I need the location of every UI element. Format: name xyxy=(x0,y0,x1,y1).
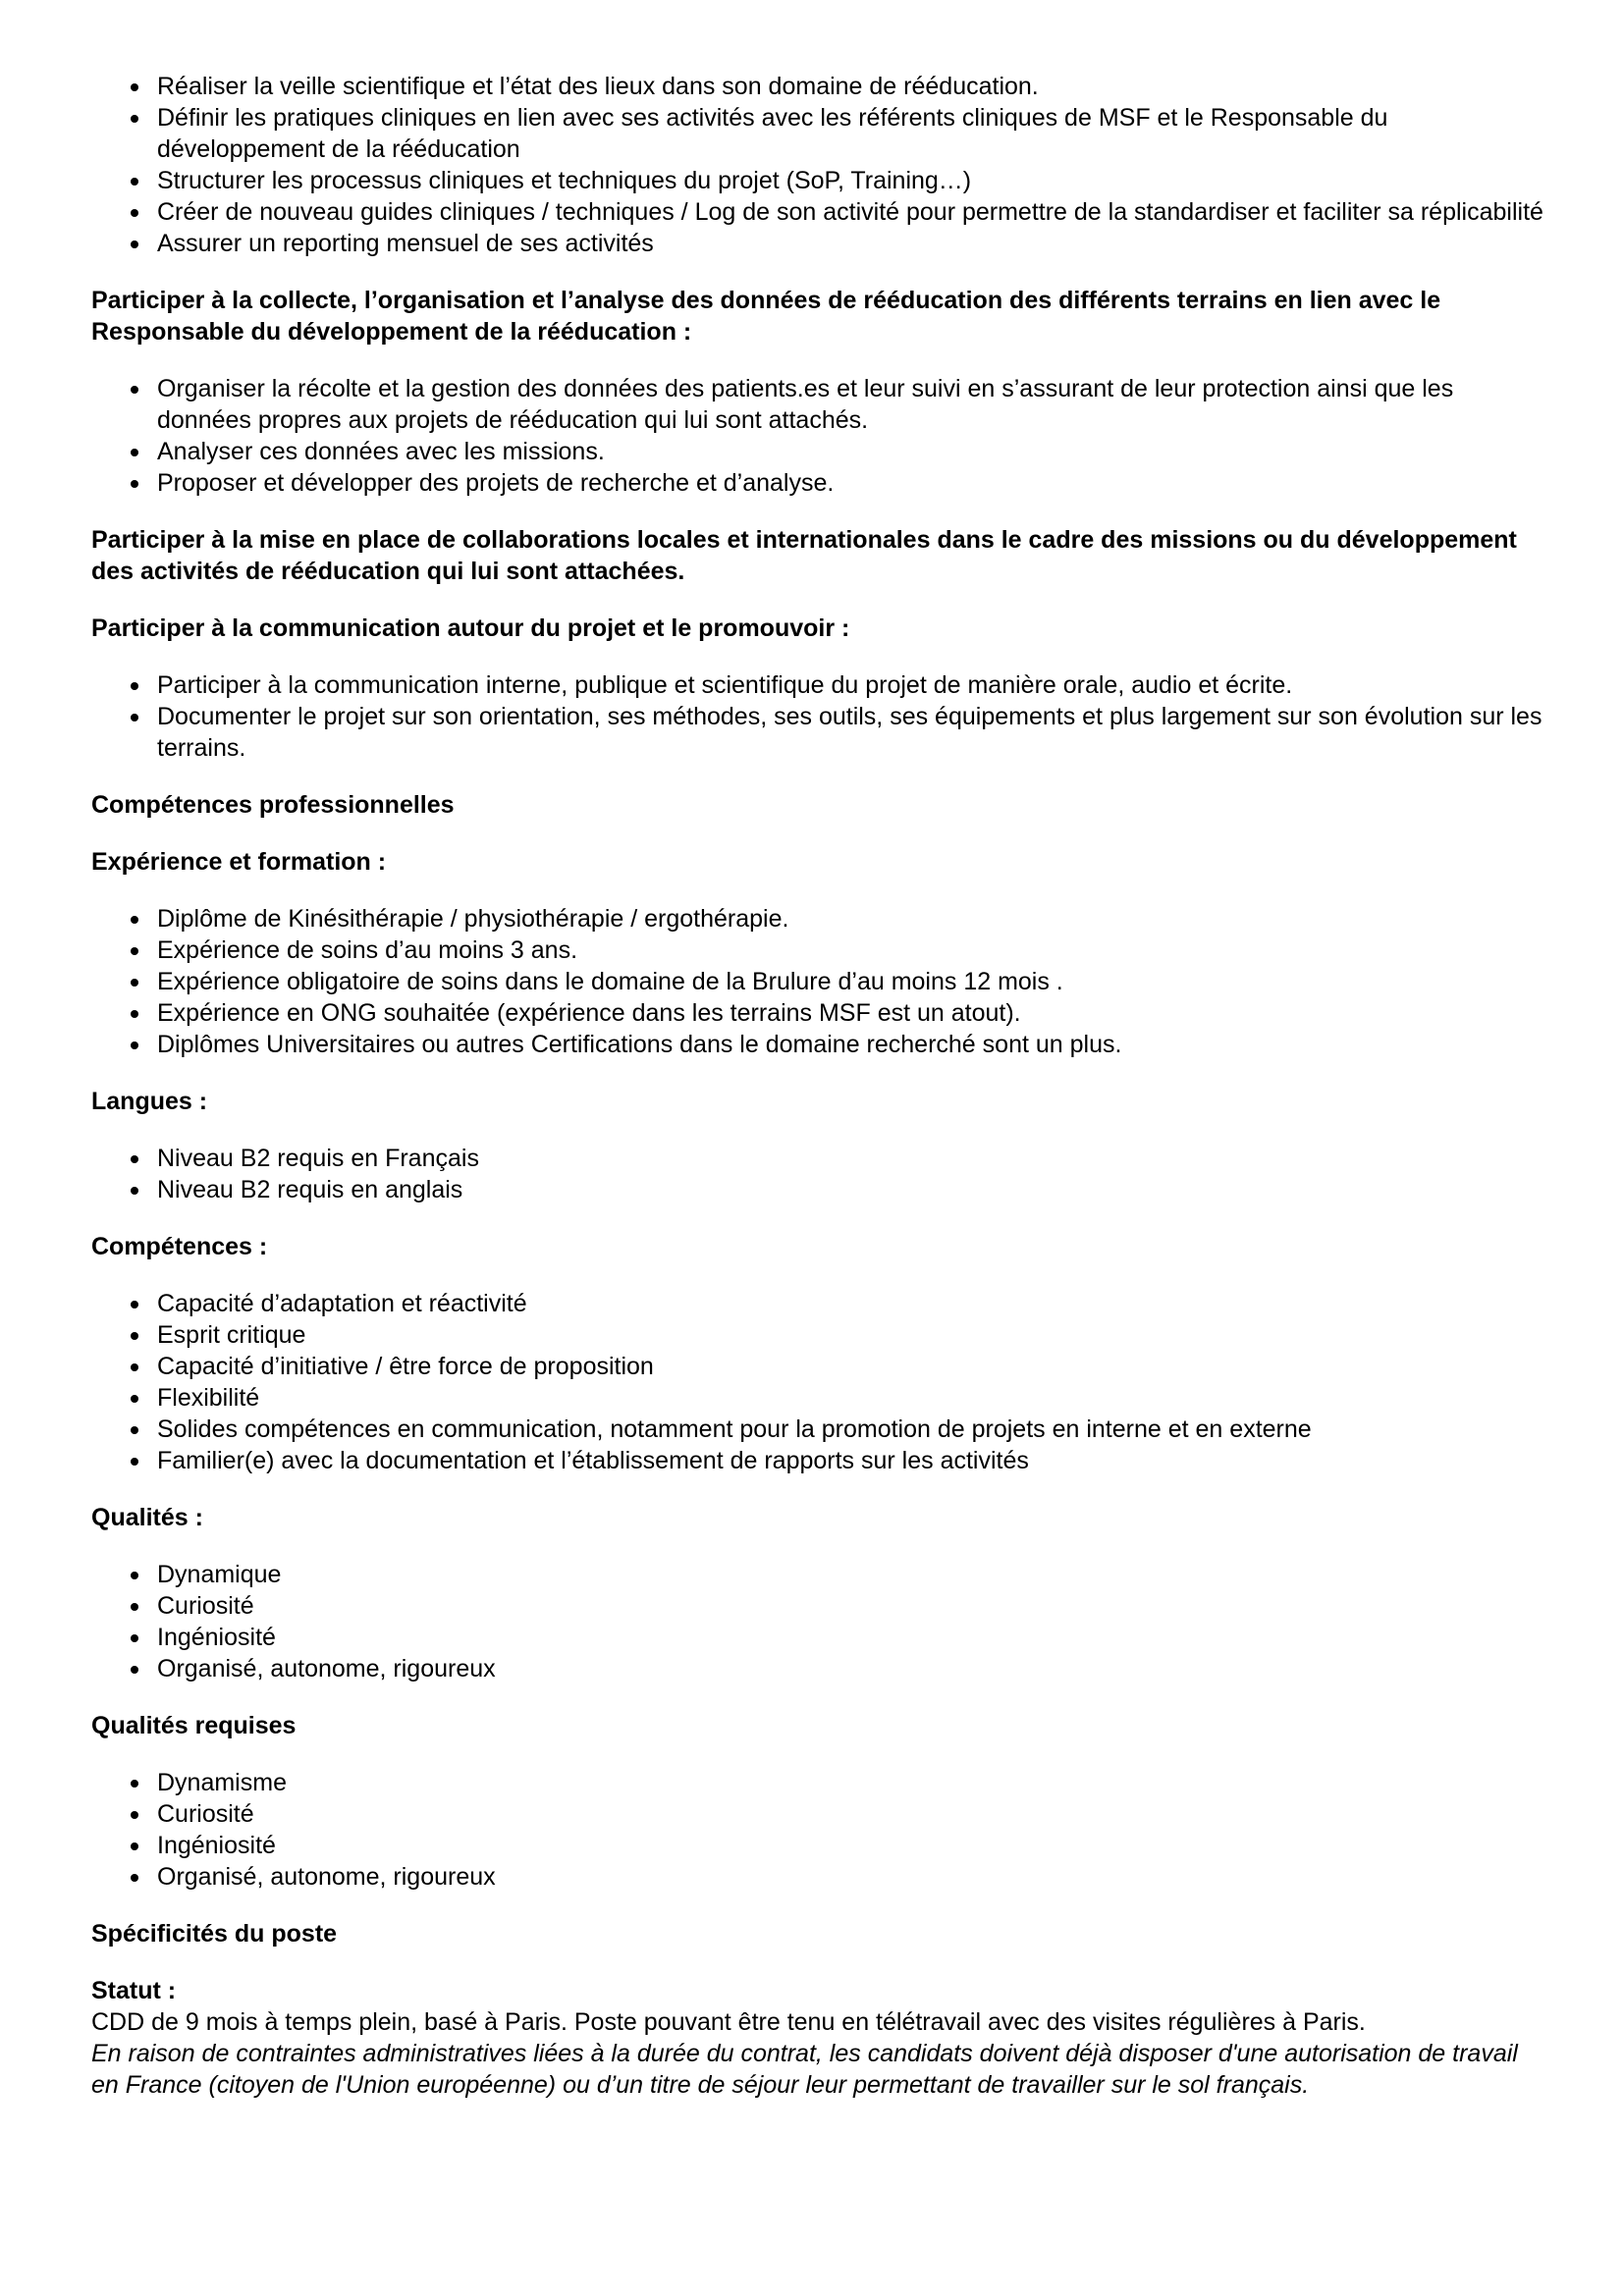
list-item: Dynamique xyxy=(157,1559,1544,1590)
list-item: Assurer un reporting mensuel de ses activités xyxy=(157,228,1544,259)
list-langues xyxy=(91,1143,1544,1205)
heading-competences-professionnelles: Compétences professionnelles xyxy=(91,791,455,819)
list-qualites-requises xyxy=(91,1767,1544,1893)
list-item: Analyser ces données avec les missions. xyxy=(157,436,1544,467)
list-item: Structurer les processus cliniques et techniques du projet (SoP, Training…) xyxy=(157,165,1544,196)
list-item: Organisé, autonome, rigoureux xyxy=(157,1653,1544,1684)
list-item: Solides compétences en communication, notamment pour la promotion de projets en interne et en externe xyxy=(157,1414,1544,1445)
list-item: Dynamisme xyxy=(157,1767,1544,1798)
heading-specificites-poste: Spécificités du poste xyxy=(91,1920,338,1948)
list-item: Curiosité xyxy=(157,1798,1544,1830)
list-item: Organisé, autonome, rigoureux xyxy=(157,1861,1544,1893)
list-experience xyxy=(91,903,1544,1060)
heading-communication: Participer à la communication autour du projet et le promouvoir : xyxy=(91,614,850,642)
paragraph-autorisation-travail: En raison de contraintes administratives liées à la durée du contrat, les candidats doivent déjà disposer d'une autorisation de travail en France (citoyen de l'Union européenne) ou d’un titre de séjour leur permettant de travailler sur le sol français. xyxy=(91,2040,1518,2099)
list-item: Capacité d’adaptation et réactivité xyxy=(157,1288,1544,1319)
heading-qualites: Qualités : xyxy=(91,1504,203,1531)
list-item: Ingéniosité xyxy=(157,1622,1544,1653)
list-item: Créer de nouveau guides cliniques / techniques / Log de son activité pour permettre de la standardiser et faciliter sa réplicabilité xyxy=(157,198,1543,226)
list-item: Diplôme de Kinésithérapie / physiothérapie / ergothérapie. xyxy=(157,903,1544,934)
list-item: Réaliser la veille scientifique et l’état des lieux dans son domaine de rééducation. xyxy=(157,71,1544,102)
heading-statut: Statut : xyxy=(91,1977,177,2004)
paragraph-contrat: CDD de 9 mois à temps plein, basé à Paris. Poste pouvant être tenu en télétravail avec des visites régulières à Paris. xyxy=(91,2008,1366,2036)
list-item: Proposer et développer des projets de recherche et d’analyse. xyxy=(157,467,1544,499)
list-item: Niveau B2 requis en anglais xyxy=(157,1174,1544,1205)
heading-experience-formation: Expérience et formation : xyxy=(91,848,387,876)
list-item: Participer à la communication interne, publique et scientifique du projet de manière orale, audio et écrite. xyxy=(157,669,1544,701)
heading-competences: Compétences : xyxy=(91,1233,268,1260)
heading-collaborations: Participer à la mise en place de collaborations locales et internationales dans le cadre des missions ou du développement des activités de rééducation qui lui sont attachées. xyxy=(91,526,1517,585)
list-item: Niveau B2 requis en Français xyxy=(157,1143,1544,1174)
list-item: Capacité d’initiative / être force de proposition xyxy=(157,1351,1544,1382)
list-communication xyxy=(91,669,1544,764)
list-item: Documenter le projet sur son orientation, ses méthodes, ses outils, ses équipements et plus largement sur son évolution sur les terrains. xyxy=(157,701,1544,764)
list-item: Diplômes Universitaires ou autres Certifications dans le domaine recherché sont un plus. xyxy=(157,1029,1544,1060)
list-item: Définir les pratiques cliniques en lien avec ses activités avec les référents cliniques de MSF et le Responsable du développement de la rééducation xyxy=(157,102,1544,165)
list-qualites xyxy=(91,1559,1544,1684)
list-item: Expérience obligatoire de soins dans le domaine de la Brulure d’au moins 12 mois . xyxy=(157,966,1544,997)
document-page xyxy=(91,71,1544,2101)
list-competences xyxy=(91,1288,1544,1476)
list-item: Ingéniosité xyxy=(157,1830,1544,1861)
list-item: Flexibilité xyxy=(157,1382,1544,1414)
heading-collecte-donnees: Participer à la collecte, l’organisation et l’analyse des données de rééducation des différents terrains en lien avec le Responsable du développement de la rééducation : xyxy=(91,287,1441,346)
list-veille xyxy=(91,71,1544,259)
list-item: Expérience de soins d’au moins 3 ans. xyxy=(157,934,1544,966)
heading-qualites-requises: Qualités requises xyxy=(91,1712,297,1739)
list-collecte xyxy=(91,373,1544,499)
heading-langues: Langues : xyxy=(91,1088,208,1115)
list-item: Organiser la récolte et la gestion des données des patients.es et leur suivi en s’assurant de leur protection ainsi que les données propres aux projets de rééducation qui lui sont attachés. xyxy=(157,373,1544,436)
list-item: Familier(e) avec la documentation et l’établissement de rapports sur les activités xyxy=(157,1445,1544,1476)
list-item: Expérience en ONG souhaitée (expérience dans les terrains MSF est un atout). xyxy=(157,997,1544,1029)
list-item: Esprit critique xyxy=(157,1319,1544,1351)
list-item: Curiosité xyxy=(157,1590,1544,1622)
